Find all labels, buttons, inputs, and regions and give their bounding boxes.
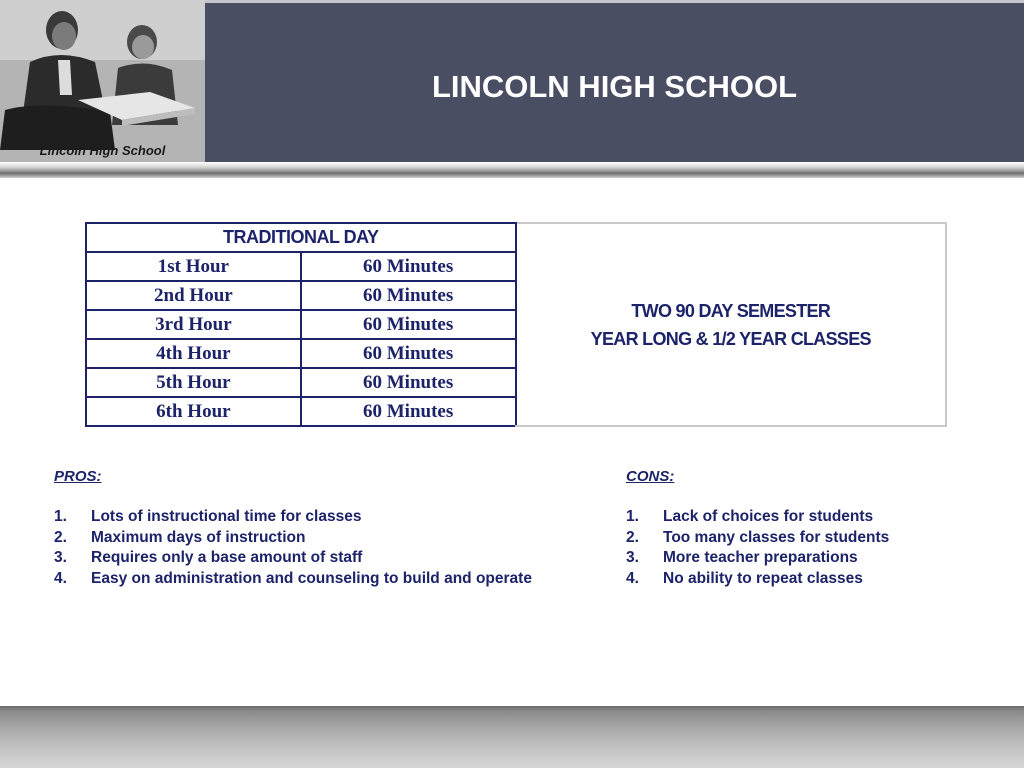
duration-cell: 60 Minutes	[301, 339, 516, 368]
list-text: Easy on administration and counseling to build and operate	[91, 569, 532, 587]
list-text: Too many classes for students	[663, 528, 890, 546]
cons-section	[626, 468, 1006, 589]
period-cell: 4th Hour	[86, 339, 301, 368]
list-number: 4.	[54, 569, 67, 587]
list-text: Requires only a base amount of staff	[91, 549, 363, 566]
period-cell: 3rd Hour	[86, 310, 301, 339]
pros-heading: PROS:	[54, 468, 102, 485]
info-line-2: YEAR LONG & 1/2 YEAR CLASSES	[590, 328, 871, 349]
cons-list	[626, 507, 1006, 589]
list-number: 2.	[626, 528, 639, 546]
photo-caption: Lincoln High School	[39, 143, 166, 158]
schedule-heading: TRADITIONAL DAY	[86, 223, 516, 252]
list-item	[626, 569, 1006, 590]
list-item	[626, 507, 1006, 528]
list-number: 3.	[626, 549, 639, 566]
list-item	[54, 507, 614, 528]
list-text: Lack of choices for students	[663, 508, 874, 525]
duration-cell: 60 Minutes	[301, 281, 516, 310]
footer-bar	[0, 706, 1024, 768]
list-number: 3.	[54, 549, 67, 566]
list-item	[626, 548, 1006, 569]
period-cell: 2nd Hour	[86, 281, 301, 310]
duration-cell: 60 Minutes	[301, 368, 516, 397]
pros-list	[54, 507, 614, 589]
list-number: 1.	[626, 508, 639, 525]
pros-section	[54, 468, 614, 589]
list-item	[54, 569, 614, 590]
cons-heading: CONS:	[626, 468, 675, 485]
duration-cell: 60 Minutes	[301, 310, 516, 339]
duration-cell: 60 Minutes	[301, 397, 516, 426]
header-bar	[205, 0, 1024, 162]
list-text: Maximum days of instruction	[91, 528, 306, 546]
schedule-info	[516, 223, 947, 426]
list-text: More teacher preparations	[663, 549, 858, 566]
period-cell: 6th Hour	[86, 397, 301, 426]
list-number: 1.	[54, 508, 67, 525]
info-line-1: TWO 90 DAY SEMESTER	[631, 300, 831, 321]
list-text: Lots of instructional time for classes	[91, 508, 362, 525]
list-number: 2.	[54, 528, 67, 546]
list-item	[626, 528, 1006, 549]
list-item	[54, 548, 614, 569]
page-title: LINCOLN HIGH SCHOOL	[431, 69, 798, 104]
period-cell: 5th Hour	[86, 368, 301, 397]
list-number: 4.	[626, 569, 639, 587]
header-photo	[0, 0, 205, 162]
lincoln-portrait-image	[0, 0, 205, 162]
list-item	[54, 528, 614, 549]
header-divider	[0, 162, 1024, 178]
period-cell: 1st Hour	[86, 252, 301, 281]
schedule-table	[85, 222, 947, 426]
duration-cell: 60 Minutes	[301, 252, 516, 281]
list-text: No ability to repeat classes	[663, 569, 863, 587]
